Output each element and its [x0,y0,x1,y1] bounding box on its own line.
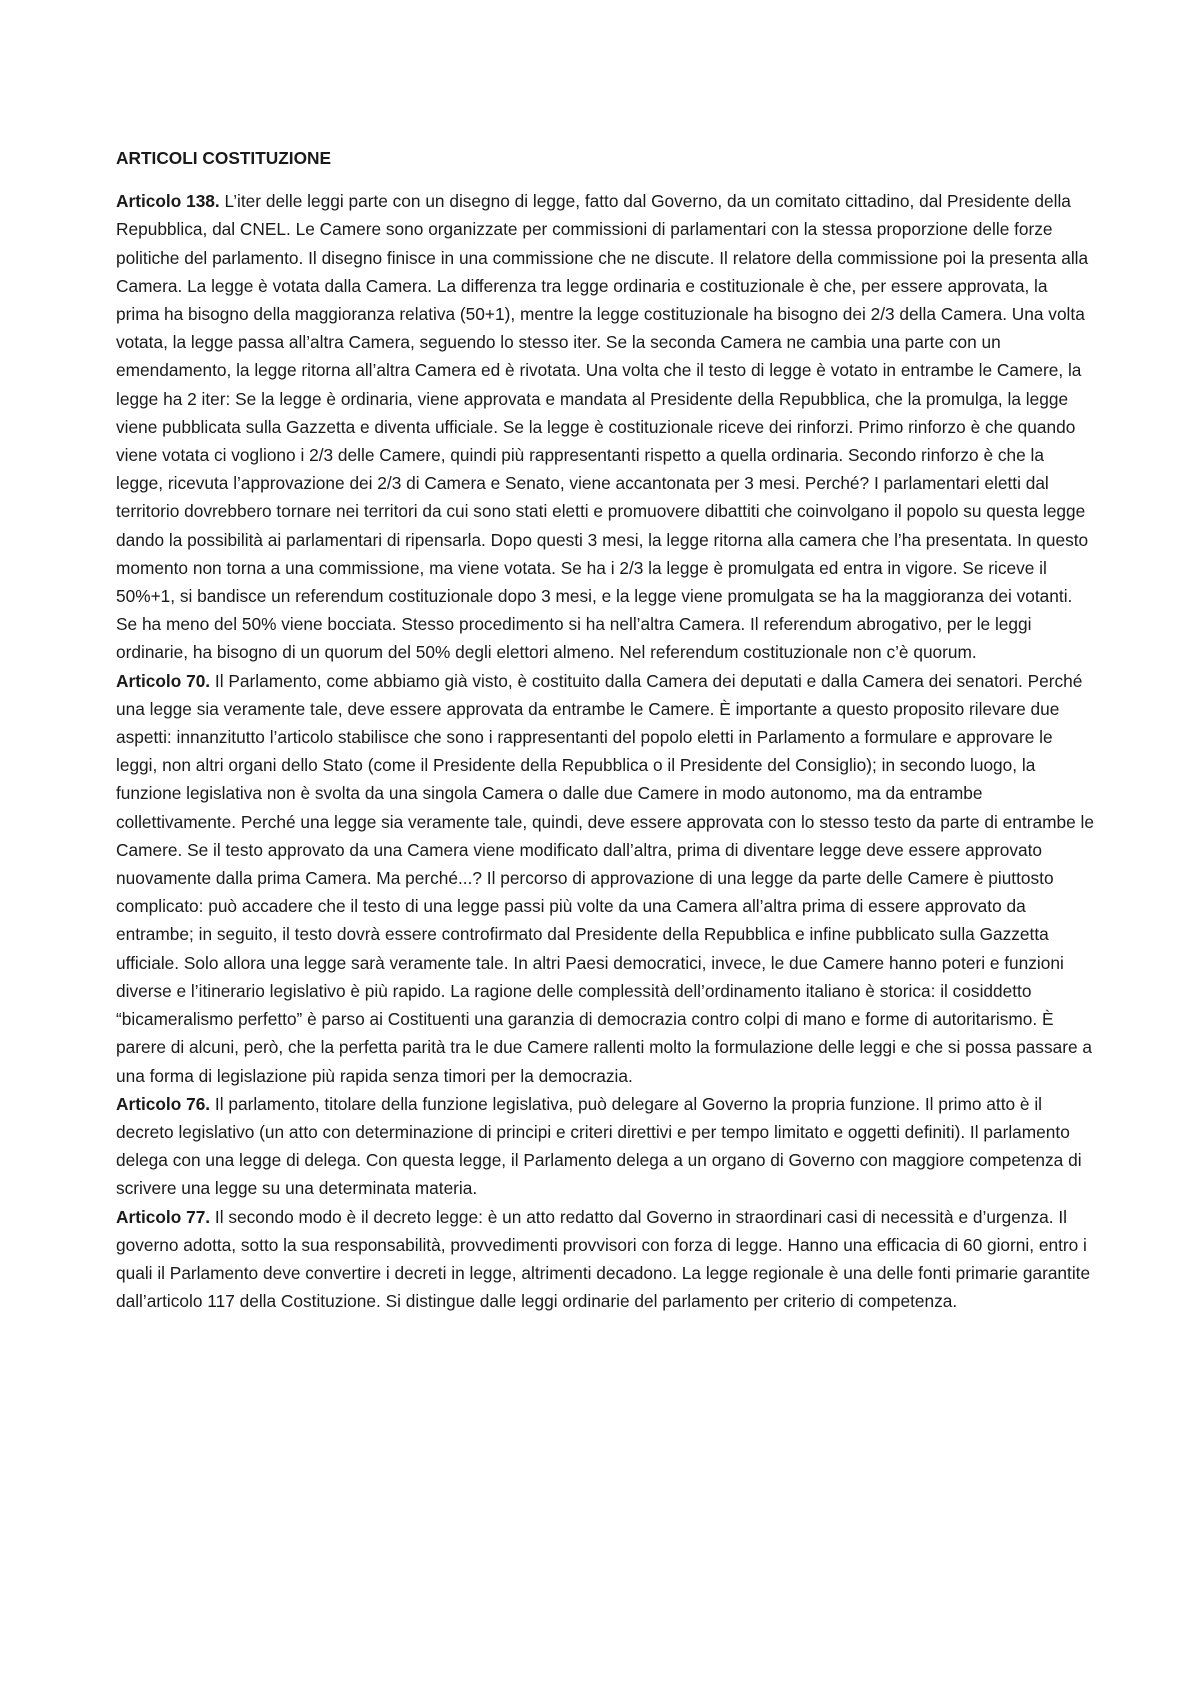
article-77-text: Il secondo modo è il decreto legge: è un atto redatto dal Governo in straordinari casi di necessità e d’urgenza. Il governo adotta, sotto la sua responsabilità, provvedimenti provvisori con forza di legge. Hanno una efficacia di 60 giorni, entro i quali il Parlamento deve convertire i decreti in legge, altrimenti decadono. La legge regionale è una delle fonti primarie garantite dall’articolo 117 della Costituzione. Si distingue dalle leggi ordinarie del parlamento per criterio di competenza. [116,1206,1091,1312]
article-70-text: Il Parlamento, come abbiamo già visto, è costituito dalla Camera dei deputati e dalla Camera dei senatori. Perché una legge sia veramente tale, deve essere approvata da entrambe le Camere. È importante a questo proposito rilevare due aspetti: innanzitutto l’articolo stabilisce che sono i rappresentanti del popolo eletti in Parlamento a formulare e approvare le leggi, non altri organi dello Stato (come il Presidente della Repubblica o il Presidente del Consiglio); in secondo luogo, la funzione legislativa non è svolta da una singola Camera o dalle due Camere in modo autonomo, ma da entrambe collettivamente. Perché una legge sia veramente tale, quindi, deve essere approvata con lo stesso testo da parte di entrambe le Camere. Se il testo approvato da una Camera viene modificato dall’altra, prima di diventare legge deve essere approvato nuovamente dalla prima Camera. Ma perché...? Il percorso di approvazione di una legge da parte delle Camere è piuttosto complicato: può accadere che il testo di una legge passi più volte da una Camera all’altra prima di essere approvato da entrambe; in seguito, il testo dovrà essere controfirmato dal Presidente della Repubblica e infine pubblicato sulla Gazzetta ufficiale. Solo allora una legge sarà veramente tale. In altri Paesi democratici, invece, le due Camere hanno poteri e funzioni diverse e l’itinerario legislativo è più rapido. La ragione delle complessità dell’ordinamento italiano è storica: il cosiddetto “bicameralismo perfetto” è parso ai Costituenti una garanzia di democrazia contro colpi di mano e forme di autoritarismo. È parere di alcuni, però, che la perfetta parità tra le due Camere rallenti molto la formulazione delle leggi e che si possa passare a una forma di legislazione più rapida senza timori per la democrazia. [116,670,1094,1086]
article-138-text: L’iter delle leggi parte con un disegno di legge, fatto dal Governo, da un comitato cittadino, dal Presidente della Repubblica, dal CNEL. Le Camere sono organizzate per commissioni di parlamentari con la stessa proporzione delle forze politiche del parlamento. Il disegno finisce in una commissione che ne discute. Il relatore della commissione poi la presenta alla Camera. La legge è votata dalla Camera. La differenza tra legge ordinaria e costituzionale è che, per essere approvata, la prima ha bisogno della maggioranza relativa (50+1), mentre la legge costituzionale ha bisogno dei 2/3 della Camera. Una volta votata, la legge passa all’altra Camera, seguendo lo stesso iter. Se la seconda Camera ne cambia una parte con un emendamento, la legge ritorna all’altra Camera ed è rivotata. Una volta che il testo di legge è votato in entrambe le Camere, la legge ha 2 iter: Se la legge è ordinaria, viene approvata e mandata al Presidente della Repubblica, che la promulga, la legge viene pubblicata sulla Gazzetta e diventa ufficiale. Se la legge è costituzionale riceve dei rinforzi. Primo rinforzo è che quando viene votata ci vogliono i 2/3 delle Camere, quindi più rappresentanti rispetto a quella ordinaria. Secondo rinforzo è che la legge, ricevuta l’approvazione dei 2/3 di Camera e Senato, viene accantonata per 3 mesi. Perché? I parlamentari eletti dal territorio dovrebbero tornare nei territori da cui sono stati eletti e promuovere dibattiti che coinvolgano il popolo su questa legge dando la possibilità ai parlamentari di ripensarla. Dopo questi 3 mesi, la legge ritorna alla camera che l’ha presentata. In questo momento non torna a una commissione, ma viene votata. Se ha i 2/3 la legge è promulgata ed entra in vigore. Se riceve il 50%+1, si bandisce un referendum costituzionale dopo 3 mesi, e la legge viene promulgata se ha la maggioranza dei votanti. Se ha meno del 50% viene bocciata. Stesso procedimento si ha nell’altra Camera. Il referendum abrogativo, per le leggi ordinarie, ha bisogno di un quorum del 50% degli elettori almeno. Nel referendum costituzionale non c’è quorum. [116,191,1089,663]
article-77-label: Articolo 77. [116,1206,211,1227]
article-70-label: Articolo 70. [116,670,211,691]
document-page [116,144,1094,1315]
article-76-text: Il parlamento, titolare della funzione legislativa, può delegare al Governo la propria funzione. Il primo atto è il decreto legislativo (un atto con determinazione di principi e criteri direttivi e per tempo limitato e oggetti definiti). Il parlamento delega con una legge di delega. Con questa legge, il Parlamento delega a un organo di Governo con maggiore competenza di scrivere una legge su una determinata materia. [116,1093,1082,1199]
article-138-paragraph [116,187,1094,666]
article-76-paragraph [116,1090,1094,1203]
article-70-paragraph [116,667,1094,1090]
article-76-label: Articolo 76. [116,1093,211,1114]
article-138-label: Articolo 138. [116,191,220,212]
article-77-paragraph [116,1203,1094,1316]
document-title: ARTICOLI COSTITUZIONE [116,148,332,168]
